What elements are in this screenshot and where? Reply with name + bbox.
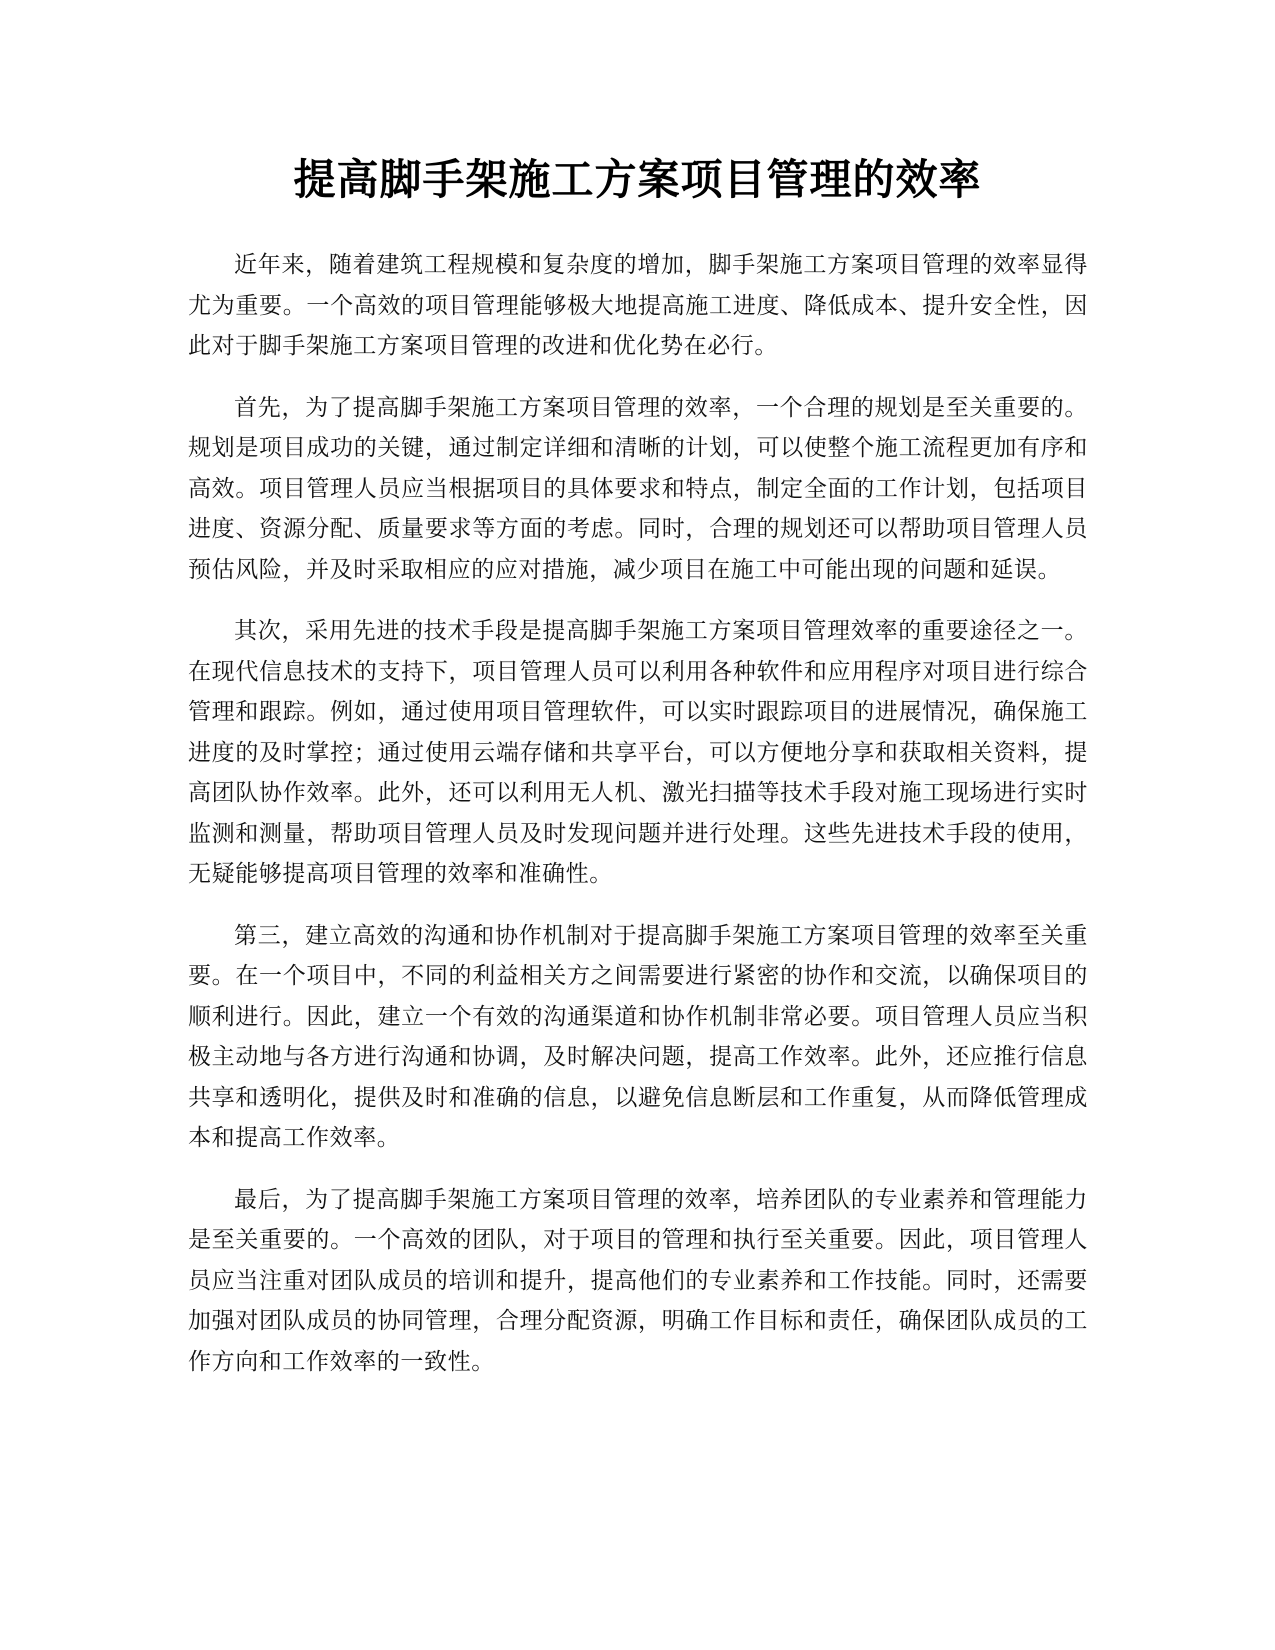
- document-body: [188, 245, 1088, 1403]
- paragraph-technology: 其次，采用先进的技术手段是提高脚手架施工方案项目管理效率的重要途径之一。在现代信息技术的支持下，项目管理人员可以利用各种软件和应用程序对项目进行综合管理和跟踪。例如，通过使用项目管理软件，可以实时跟踪项目的进展情况，确保施工进度的及时掌控；通过使用云端存储和共享平台，可以方便地分享和获取相关资料，提高团队协作效率。此外，还可以利用无人机、激光扫描等技术手段对施工现场进行实时监测和测量，帮助项目管理人员及时发现问题并进行处理。这些先进技术手段的使用，无疑能够提高项目管理的效率和准确性。: [188, 618, 1088, 887]
- paragraph-communication: 第三，建立高效的沟通和协作机制对于提高脚手架施工方案项目管理的效率至关重要。在一个项目中，不同的利益相关方之间需要进行紧密的协作和交流，以确保项目的顺利进行。因此，建立一个有效的沟通渠道和协作机制非常必要。项目管理人员应当积极主动地与各方进行沟通和协调，及时解决问题，提高工作效率。此外，还应推行信息共享和透明化，提供及时和准确的信息，以避免信息断层和工作重复，从而降低管理成本和提高工作效率。: [188, 922, 1088, 1151]
- paragraph-team: 最后，为了提高脚手架施工方案项目管理的效率，培养团队的专业素养和管理能力是至关重要的。一个高效的团队，对于项目的管理和执行至关重要。因此，项目管理人员应当注重对团队成员的培训和提升，提高他们的专业素养和工作技能。同时，还需要加强对团队成员的协同管理，合理分配资源，明确工作目标和责任，确保团队成员的工作方向和工作效率的一致性。: [188, 1186, 1088, 1375]
- paragraph-planning: 首先，为了提高脚手架施工方案项目管理的效率，一个合理的规划是至关重要的。规划是项目成功的关键，通过制定详细和清晰的计划，可以使整个施工流程更加有序和高效。项目管理人员应当根据项目的具体要求和特点，制定全面的工作计划，包括项目进度、资源分配、质量要求等方面的考虑。同时，合理的规划还可以帮助项目管理人员预估风险，并及时采取相应的应对措施，减少项目在施工中可能出现的问题和延误。: [188, 394, 1088, 583]
- document-title: 提高脚手架施工方案项目管理的效率: [293, 155, 982, 204]
- paragraph-intro: 近年来，随着建筑工程规模和复杂度的增加，脚手架施工方案项目管理的效率显得尤为重要。一个高效的项目管理能够极大地提高施工进度、降低成本、提升安全性，因此对于脚手架施工方案项目管理的改进和优化势在必行。: [188, 252, 1088, 359]
